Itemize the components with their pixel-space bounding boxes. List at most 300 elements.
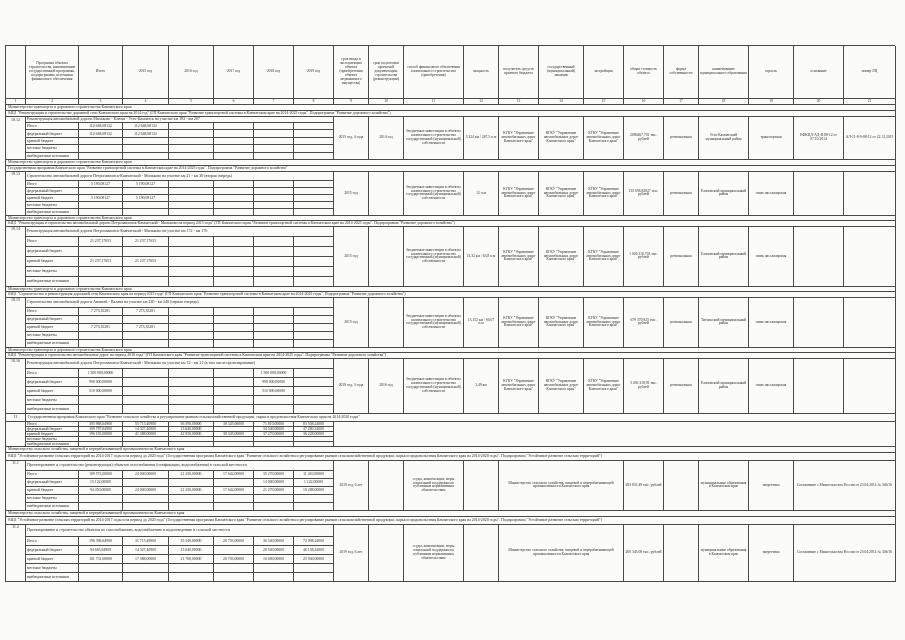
funding-value <box>123 267 169 277</box>
funding-value: 14 000,00000 <box>254 479 294 487</box>
design-term <box>369 461 404 511</box>
funding-value: 25 940,00000 <box>294 555 334 564</box>
column-header: 2018 год <box>254 46 294 99</box>
commissioning-term: 2019 год, 6 лет <box>334 461 369 511</box>
funding-value: 10 288,00000 <box>294 487 334 495</box>
funding-label: Итого <box>26 471 79 479</box>
funding-value <box>254 495 294 503</box>
funding-value <box>214 237 254 247</box>
item-number: 18.16 <box>6 359 26 414</box>
funding-value <box>254 145 294 152</box>
funding-value: 13 640,00000 <box>169 546 214 555</box>
funding-value: 56 590,00000 <box>169 422 214 427</box>
funding-value <box>123 378 169 387</box>
funding-value <box>294 153 334 160</box>
column-header: срок подготовки проектной документации, строительства (реконструкции) <box>369 46 404 99</box>
funding-value <box>214 209 254 216</box>
funding-value <box>169 145 214 152</box>
municipality: Елизовский муниципальный район <box>699 172 749 216</box>
funding-value <box>169 277 214 287</box>
funding-label: федеральный бюджет <box>26 188 79 195</box>
funding-value <box>169 564 214 573</box>
funding-value <box>294 237 334 247</box>
ministry-row: Министерство сельского хозяйства, пищевой и перерабатывающей промышленности Камчатского края <box>6 447 896 453</box>
empty-cell <box>6 422 26 447</box>
funding-value <box>214 396 254 405</box>
funding-value <box>79 267 123 277</box>
item-number: 18.13 <box>6 172 26 216</box>
funding-value: 36 540,00000 <box>254 537 294 546</box>
funding-label: внебюджетные источники <box>26 153 79 160</box>
ownership-form: региональная <box>664 298 699 348</box>
funding-value <box>294 387 334 396</box>
funding-value: 13 640,00000 <box>169 427 214 432</box>
funding-value <box>294 316 334 324</box>
column-number: 20 <box>794 99 844 105</box>
ownership-form: региональная <box>664 359 699 414</box>
column-number: 12 <box>464 99 499 105</box>
funding-value <box>79 188 123 195</box>
funding-value <box>169 495 214 503</box>
municipality: муниципальные образования в Камчатском крае <box>699 461 749 511</box>
funding-value <box>294 308 334 316</box>
funding-value <box>79 316 123 324</box>
state-customer: КГКУ "Управление автомобильных дорог Камчатского края" <box>539 117 584 160</box>
funding-value <box>214 145 254 152</box>
funding-label: внебюджетные источники <box>26 209 79 216</box>
funding-label: краевой бюджет <box>26 555 79 564</box>
funding-value <box>254 202 294 209</box>
municipality: Елизовский муниципальный район <box>699 227 749 287</box>
capacity <box>464 461 499 511</box>
funding-value: 46 158,24000 <box>294 546 334 555</box>
commissioning-term: 2015 год <box>334 172 369 216</box>
funding-label: Итого <box>26 237 79 247</box>
funding-value: 305 968,64900 <box>79 422 123 427</box>
table-header <box>5 45 895 105</box>
lc-number <box>844 172 896 216</box>
financing-method: бюджетные инвестиции в объекты капитального строительства государственной (муниципальной) собственности <box>404 298 464 348</box>
funding-label: Итого <box>26 308 79 316</box>
funding-value: 36 228,00000 <box>294 432 334 437</box>
empty-cell <box>334 422 896 447</box>
funding-value <box>123 503 169 511</box>
funding-value <box>123 573 169 582</box>
funding-value: 94 665,64900 <box>79 546 123 555</box>
funding-value: 510 000,00000 <box>254 387 294 396</box>
funding-label: Итого <box>26 123 79 130</box>
funding-value <box>254 247 294 257</box>
funding-value <box>254 316 294 324</box>
funding-value <box>294 396 334 405</box>
funding-value <box>254 340 294 348</box>
ownership-form: региональная <box>664 227 699 287</box>
funding-value: 112 648,68132 <box>123 130 169 137</box>
funding-label: местные бюджеты <box>26 396 79 405</box>
funding-value: 109 572,00000 <box>79 471 123 479</box>
column-number: 21 <box>844 99 896 105</box>
column-header: общая стоимость объекта <box>624 46 664 99</box>
funding-value: 38 345,00000 <box>214 432 254 437</box>
funding-label: местные бюджеты <box>26 495 79 503</box>
object-block <box>5 348 895 414</box>
ownership-form <box>664 525 699 582</box>
funding-value <box>294 573 334 582</box>
funding-value <box>123 316 169 324</box>
funding-value <box>123 209 169 216</box>
funding-value <box>79 332 123 340</box>
funding-value <box>294 257 334 267</box>
funding-value <box>79 209 123 216</box>
funding-value <box>214 479 254 487</box>
funding-value: 20 540,00000 <box>254 546 294 555</box>
program-number: II <box>6 414 26 422</box>
funding-value <box>254 405 294 414</box>
program-title: Государственная программа Камчатского края "Развитие сельского хозяйства и регулирование рынков сельскохозяйственной продукции, сырья и продовольствия Камчатского края на 2014-2020 годы" <box>26 414 896 422</box>
program-row: 04Ц1 "Устойчивое развитие сельских территорий на 2014-2017 годы и на период до 2020 года" (Государственная программа Камчатского края "Развитие сельского хозяйства и регулирование рынков сельскохозяйственной продукции, сырья и продовольствия Камчатского края на 2014-2020 годы". Подпрограмма "Устойчивое развитие сельских территорий") <box>6 453 896 461</box>
column-header: способ финансового обеспечения капитального строительства (приобретения) <box>404 46 464 99</box>
column-header: номер ЛЦ <box>844 46 896 99</box>
funding-value <box>123 188 169 195</box>
funding-value <box>294 340 334 348</box>
total-cost: 3 436 318,93 тыс. рублей <box>624 359 664 414</box>
funding-value <box>294 145 334 152</box>
funding-label: федеральный бюджет <box>26 427 79 432</box>
column-header: Итого <box>79 46 123 99</box>
state-customer: КГКУ "Управление автомобильных дорог Камчатского края" <box>539 359 584 414</box>
basis <box>794 227 844 287</box>
funding-value <box>214 546 254 555</box>
item-name: Строительство автомобильной дороги Петропавловск-Камчатский - Мильково на участке км 21 - км 30 (вторая очередь) <box>26 172 334 181</box>
municipality: Елизовский муниципальный район <box>699 359 749 414</box>
funding-label: федеральный бюджет <box>26 378 79 387</box>
funding-value <box>169 130 214 137</box>
funding-value: 21 270,00000 <box>254 487 294 495</box>
funding-value <box>294 188 334 195</box>
funding-value <box>123 405 169 414</box>
sector: связь пассажирская <box>749 298 794 348</box>
funding-value <box>254 181 294 188</box>
funding-value <box>169 195 214 202</box>
funding-value <box>123 247 169 257</box>
funding-value: 21 237,17653 <box>79 257 123 267</box>
item-name: Реконструкция автомобильной дороги Петропавловск-Камчатский - Мильково на участке км 172 - км 176 <box>26 227 334 237</box>
funding-value <box>254 277 294 287</box>
funding-value <box>254 267 294 277</box>
state-customer: КГКУ "Управление автомобильных дорог Камчатского края" <box>539 298 584 348</box>
capacity: 13,152 км / 60,07 п.м <box>464 298 499 348</box>
ministry-row: Министерство сельского хозяйства, пищевой и перерабатывающей промышленности Камчатского края <box>6 511 896 517</box>
funding-value: 35 270,00000 <box>254 471 294 479</box>
column-number: 7 <box>254 99 294 105</box>
funding-label: краевой бюджет <box>26 324 79 332</box>
funding-value: 14 327,40900 <box>123 546 169 555</box>
funding-value <box>79 503 123 511</box>
funding-value <box>79 340 123 348</box>
funding-value <box>214 257 254 267</box>
sector: связь пассажирская <box>749 227 794 287</box>
municipality: Тигильский муниципальный район <box>699 298 749 348</box>
design-term <box>369 172 404 216</box>
object-block <box>5 511 895 582</box>
investment-table <box>5 45 895 582</box>
budget-recipient: КГКУ "Управление автомобильных дорог Камчатского края" <box>499 227 539 287</box>
funding-label: Итого <box>26 422 79 427</box>
funding-value: 42 950,00000 <box>169 432 214 437</box>
sector: энергетика <box>749 461 794 511</box>
developer: КГКУ "Управление автомобильных дорог Камчатского края" <box>584 227 624 287</box>
funding-value: 21 700,00000 <box>169 555 214 564</box>
column-number: 9 <box>334 99 369 105</box>
funding-value <box>254 308 294 316</box>
funding-value <box>254 188 294 195</box>
funding-value <box>294 324 334 332</box>
column-header: 2015 год <box>123 46 169 99</box>
funding-value <box>169 209 214 216</box>
funding-value <box>294 247 334 257</box>
funding-value <box>294 195 334 202</box>
column-number: 19 <box>749 99 794 105</box>
funding-value <box>169 324 214 332</box>
funding-label: краевой бюджет <box>26 487 79 495</box>
funding-value <box>123 145 169 152</box>
funding-value: 21 237,17653 <box>79 237 123 247</box>
funding-value: 5 190,08127 <box>79 181 123 188</box>
funding-value <box>214 378 254 387</box>
item-name: Проектирование и строительство объектов по газоснабжению, водоснабжению и водоотведению в сельской местности <box>26 525 334 537</box>
funding-value: 7 273,35281 <box>123 308 169 316</box>
municipality: Усть-Камчатский муниципальный район <box>699 117 749 160</box>
funding-value <box>123 396 169 405</box>
funding-value <box>169 308 214 316</box>
funding-value: 196 181,00000 <box>79 432 123 437</box>
funding-value <box>169 123 214 130</box>
funding-value <box>169 247 214 257</box>
sector: транспортная <box>749 117 794 160</box>
developer: КГКУ "Управление автомобильных дорог Камчатского края" <box>584 117 624 160</box>
funding-value <box>254 153 294 160</box>
funding-label: федеральный бюджет <box>26 130 79 137</box>
funding-value <box>294 138 334 145</box>
financing-method: бюджетные инвестиции в объекты капитального строительства государственной (муниципальной) собственности <box>404 359 464 414</box>
column-header <box>6 46 26 99</box>
column-header: срок ввода в эксплуатацию объекта (приобретения объекта недвижимого имущества) <box>334 46 369 99</box>
column-number: 2 <box>26 99 79 105</box>
funding-value: 17 642,00000 <box>214 471 254 479</box>
funding-label: внебюджетные источники <box>26 340 79 348</box>
funding-value: 5 190,08127 <box>123 195 169 202</box>
funding-value: 17 388,00000 <box>123 555 169 564</box>
column-header: государственный (муниципальный) заказчик <box>539 46 584 99</box>
funding-label: краевой бюджет <box>26 387 79 396</box>
funding-value <box>214 267 254 277</box>
capacity <box>464 525 499 582</box>
column-number: 13 <box>499 99 539 105</box>
item-name: Реконструкция автомобильной дороги Петропавловск-Камчатский - Мильково на участке км 12 - км 21 (в том числе проектирование) <box>26 359 334 369</box>
funding-value: 510 000,00000 <box>79 387 123 396</box>
funding-label: краевой бюджет <box>26 257 79 267</box>
column-number: 16 <box>624 99 664 105</box>
agreement: Соглашение с Минсельхозом России от 23.04.2014 № 346/16 <box>794 525 896 582</box>
funding-value: 37 270,00000 <box>254 432 294 437</box>
funding-value <box>79 277 123 287</box>
funding-label: местные бюджеты <box>26 437 79 442</box>
funding-value <box>214 369 254 378</box>
column-header: форма собственности <box>664 46 699 99</box>
column-number: 8 <box>294 99 334 105</box>
column-header: отрасль <box>749 46 794 99</box>
basis <box>794 359 844 414</box>
column-header: 2016 год <box>169 46 214 99</box>
developer: КГКУ "Управление автомобильных дорог Камчатского края" <box>584 298 624 348</box>
object-block <box>5 216 895 287</box>
funding-value: 24 000,00000 <box>123 487 169 495</box>
funding-value: 1 500 000,00000 <box>254 369 294 378</box>
object-block <box>5 105 895 160</box>
sector: связь пассажирская <box>749 172 794 216</box>
funding-value <box>79 247 123 257</box>
funding-value <box>254 130 294 137</box>
funding-value <box>123 495 169 503</box>
state-customer: КГКУ "Управление автомобильных дорог Камчатского края" <box>539 227 584 287</box>
funding-value: 16 000,00000 <box>254 555 294 564</box>
funding-value <box>294 181 334 188</box>
funding-value <box>169 267 214 277</box>
funding-value <box>294 564 334 573</box>
column-number: 4 <box>123 99 169 105</box>
funding-value <box>294 503 334 511</box>
funding-value: 112 648,68132 <box>79 123 123 130</box>
funding-value <box>214 202 254 209</box>
budget-recipient: КГКУ "Управление автомобильных дорог Камчатского края" <box>499 298 539 348</box>
ministry-row: Министерство транспорта и дорожного строительства Камчатского края <box>6 216 896 221</box>
funding-value <box>254 257 294 267</box>
total-cost: 200 345,00 тыс. рублей <box>624 525 664 582</box>
funding-value <box>169 396 214 405</box>
total-cost: 2086467,701 тыс. рублей <box>624 117 664 160</box>
funding-value <box>169 503 214 511</box>
funding-value <box>214 153 254 160</box>
municipality: муниципальные образования в Камчатском крае <box>699 525 749 582</box>
item-number: 11.1 <box>6 461 26 511</box>
funding-value: 1 500 000,00000 <box>79 369 123 378</box>
budget-recipient: КГКУ "Управление автомобильных дорог Камчатского края" <box>499 359 539 414</box>
ownership-form: региональная <box>664 117 699 160</box>
ownership-form <box>664 461 699 511</box>
funding-value <box>79 202 123 209</box>
funding-value: 83 508,24000 <box>294 422 334 427</box>
funding-value: 21 237,17653 <box>123 257 169 267</box>
funding-value: 20 703,00000 <box>214 555 254 564</box>
funding-value <box>254 195 294 202</box>
funding-value: 7 273,35281 <box>123 324 169 332</box>
column-header: застройщик <box>584 46 624 99</box>
column-number: 17 <box>664 99 699 105</box>
funding-value: 101 731,00000 <box>79 555 123 564</box>
program-row: 04Ц1 "Реконструкция и строительство автомобильной дороги Петропавловск-Камчатский - Мильково на период 2015 года" (ГП Камчатского края "Развитие транспортной системы в Камчатском крае на 2014-2025 годы". Подпрограмма "Развитие дорожного хозяйства") <box>6 221 896 227</box>
funding-value: 196 396,64900 <box>79 537 123 546</box>
column-number: 3 <box>79 99 123 105</box>
column-header: Программа объекты строительства, наименование государственной программы, подпрограммы, источники финансового обеспечения <box>26 46 79 99</box>
funding-value <box>254 573 294 582</box>
capacity: 13,32 км / 63,8 п.м <box>464 227 499 287</box>
object-block <box>5 160 895 216</box>
design-term <box>369 298 404 348</box>
funding-label: федеральный бюджет <box>26 247 79 257</box>
funding-value <box>214 573 254 582</box>
item-number: 18.12 <box>6 117 26 160</box>
funding-value <box>294 130 334 137</box>
funding-value <box>294 209 334 216</box>
column-number: 1 <box>6 99 26 105</box>
funding-value <box>169 332 214 340</box>
ministry-row: Министерство транспорта и дорожного строительства Камчатского края <box>6 348 896 353</box>
funding-value <box>169 237 214 247</box>
column-number: 11 <box>404 99 464 105</box>
funding-value <box>169 340 214 348</box>
capacity: 3,324 км / 267,5 п.м <box>464 117 499 160</box>
funding-value <box>214 332 254 340</box>
item-number: 18.15 <box>6 298 26 348</box>
lc-number <box>844 298 896 348</box>
funding-value: 11 410,00000 <box>294 471 334 479</box>
column-header: получатель средств краевого бюджета <box>499 46 539 99</box>
funding-value <box>254 396 294 405</box>
column-number: 14 <box>539 99 584 105</box>
program-row: 04Ц1 "Устойчивое развитие сельских территорий на 2014-2017 годы и на период до 2020 года" (Государственная программа Камчатского края "Развитие сельского хозяйства и регулирование рынков сельскохозяйственной продукции, сырья и продовольствия Камчатского края на 2014-2020 годы". Подпрограмма "Устойчивое развитие сельских территорий") <box>6 517 896 525</box>
funding-value: 21 250,00000 <box>169 471 214 479</box>
funding-value <box>254 564 294 573</box>
sector: энергетика <box>749 525 794 582</box>
funding-value <box>214 138 254 145</box>
funding-value <box>79 396 123 405</box>
item-name: Проектирование и строительство (реконструкция) объектов газоснабжения (газификации, водоснабжения) в сельской местности <box>26 461 334 471</box>
funding-label: федеральный бюджет <box>26 479 79 487</box>
funding-label: местные бюджеты <box>26 145 79 152</box>
funding-value <box>214 503 254 511</box>
capacity: 2,49 км <box>464 359 499 414</box>
funding-value <box>169 188 214 195</box>
funding-value <box>169 257 214 267</box>
funding-value <box>79 495 123 503</box>
funding-value <box>214 123 254 130</box>
funding-value <box>169 181 214 188</box>
funding-label: краевой бюджет <box>26 432 79 437</box>
funding-value <box>254 503 294 511</box>
funding-value <box>214 308 254 316</box>
funding-value <box>214 387 254 396</box>
lc-number <box>844 227 896 287</box>
funding-value: 20 703,00000 <box>214 537 254 546</box>
funding-label: федеральный бюджет <box>26 546 79 555</box>
funding-value <box>254 332 294 340</box>
funding-value: 15 122,00000 <box>79 479 123 487</box>
funding-label: федеральный бюджет <box>26 316 79 324</box>
funding-value <box>123 387 169 396</box>
funding-value <box>169 479 214 487</box>
funding-value <box>214 495 254 503</box>
column-header: наименование муниципального образования <box>699 46 749 99</box>
funding-value: 21 250,00000 <box>169 487 214 495</box>
funding-value <box>294 202 334 209</box>
design-term <box>369 227 404 287</box>
responsible-agency: Министерство сельского хозяйства, пищевой и перерабатывающей промышленности Камчатского края <box>499 461 624 511</box>
object-block <box>5 287 895 348</box>
funding-value: 112 648,68132 <box>79 130 123 137</box>
financing-method: ссуды, компенсации, меры социальной поддержки по публичным нормативным обязательствам <box>404 461 464 511</box>
funding-value <box>254 138 294 145</box>
funding-label: местные бюджеты <box>26 267 79 277</box>
